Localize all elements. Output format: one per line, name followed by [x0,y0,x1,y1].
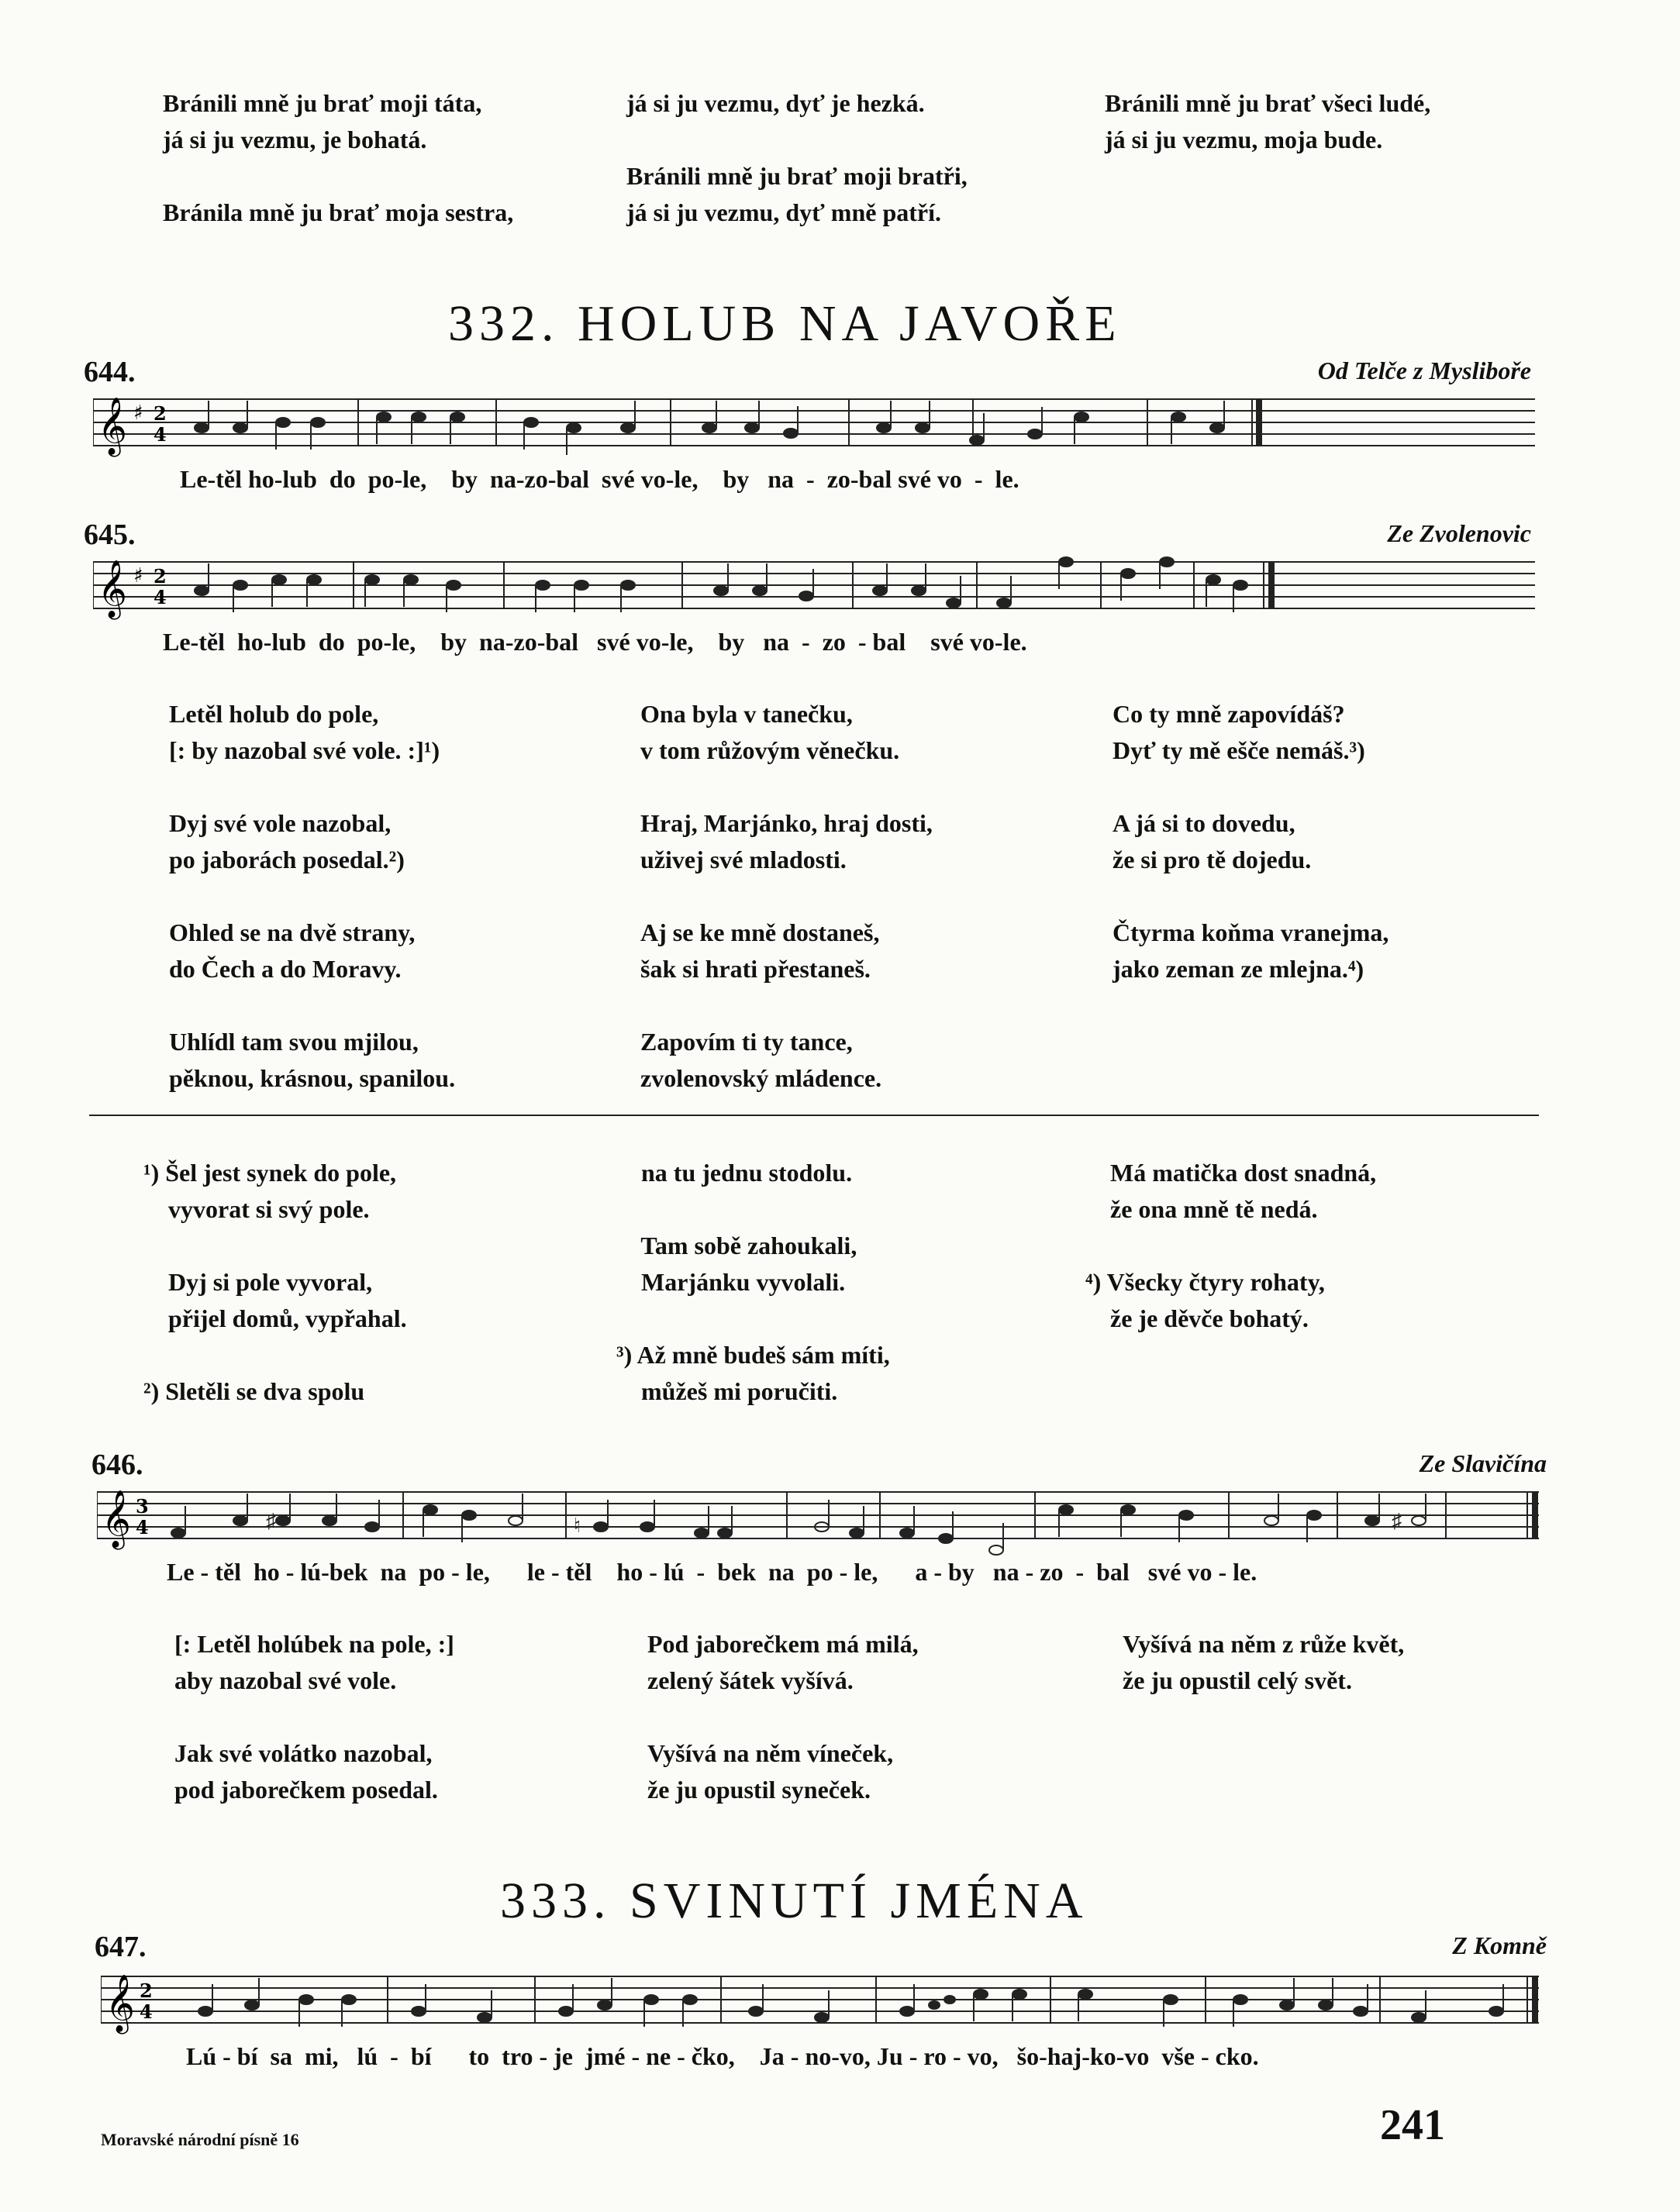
music-staff-646 [97,1476,1539,1562]
footnote-divider [89,1115,1539,1116]
music-staff-644 [93,384,1535,469]
footer-source: Moravské národní písně 16 [101,2130,299,2149]
svg-text:♯: ♯ [133,564,143,587]
svg-text:𝄞: 𝄞 [98,560,127,618]
music-staff-645 [93,546,1535,632]
top-verse-col3: Bránili mně ju brať všeci ludé, já si ju vezmu, moja bude. [1105,89,1431,153]
svg-text:4: 4 [136,1516,149,1538]
tune-645-lyrics: Le-těl ho-lub do po-le, by na-zo-bal své vo-le, by na - zo - bal své vo-le. [163,628,1027,656]
svg-text:2: 2 [154,565,167,587]
tune-645-origin: Ze Zvolenovic [1387,519,1531,547]
tune-647-origin: Z Komně [1452,1931,1547,1959]
music-staff-647 [101,1961,1539,2046]
tune-647-number: 647. [95,1931,147,1963]
tune-645-number: 645. [84,519,136,551]
tune-646-verses-col3: Vyšívá na něm z růže květ, že ju opustil celý svět. [1123,1630,1405,1694]
tune-646-lyrics: Le - těl ho - lú-bek na po - le, le - těl ho - lú - bek na po - le, a - by na - zo - bal své vo - le. [167,1558,1257,1586]
svg-text:♯: ♯ [1392,1510,1402,1532]
tune-644-lyrics: Le-těl ho-lub do po-le, by na-zo-bal své vo-le, by na - zo-bal své vo - le. [180,465,1019,493]
song-333-title: 333. SVINUTÍ JMÉNA [500,1873,1088,1929]
tune-647-lyrics: Lú - bí sa mi, lú - bí to tro - je jmé - ne - čko, Ja - no-vo, Ju - ro - vo, šo-haj-ko-vo vše - cko. [186,2042,1259,2070]
svg-text:4: 4 [154,586,167,608]
tune-644-origin: Od Telče z Myslibořе [1317,357,1531,384]
tune-646-verses-col2: Pod jaborečkem má milá, zelený šátek vyšívá. Vyšívá na něm vínеček, že ju opustil syneček. [647,1630,919,1804]
svg-text:4: 4 [154,423,167,446]
svg-text:2: 2 [154,402,167,425]
svg-text:4: 4 [140,2000,153,2023]
svg-text:𝄞: 𝄞 [105,1975,135,2032]
footnotes-col2: na tu jednu stodolu. Tam sobě zahoukali, Marjánku vyvolali. ³) Až mně budeš sám míti, můžeš mi poručiti. [616,1159,890,1405]
svg-text:𝄞: 𝄞 [98,398,127,455]
svg-text:♯: ♯ [266,1510,276,1532]
song-332-verses-col1: Letěl holub do pole, [: by nazobal své vole. :]¹) Dyj své vole nazobal, po jaborách posedal.²) Ohled se na dvě strany, do Čech a do Moravy. Uhlídl tam svou mjilou, pěknou, krásnou, spanilou. [169,700,456,1092]
svg-text:♯: ♯ [133,401,143,425]
svg-text:3: 3 [136,1495,149,1518]
footnotes-col1: ¹) Šel jest synek do pole, vyvorat si svý pole. Dyj si pole vyvoral, přijel domů, vypřahal. ²) Sletěli se dva spolu [143,1159,407,1405]
song-332-verses-col3: Co ty mně zapovídáš? Dyť ty mě ešče nemáš.³) A já si to dovedu, že si pro tě dojedu. Čtyrma koňma vranejma, jako zeman ze mlejna.⁴) [1113,700,1389,983]
tune-644-number: 644. [84,356,136,388]
song-332-title: 332. HOLUB NA JAVOŘE [448,295,1122,352]
top-verse-col2: já si ju vezmu, dyť je hezká. Bránili mně ju brať moji bratři, já si ju vezmu, dyť mně patří. [626,89,968,226]
tune-646-number: 646. [91,1449,143,1481]
page-number: 241 [1380,2101,1445,2149]
svg-text:♮: ♮ [574,1514,581,1537]
footnotes-col3: Má matička dost snadná, že ona mně tě nedá. ⁴) Všecky čtyry rohaty, že je děvče bohatý. [1085,1159,1377,1332]
svg-text:2: 2 [140,1979,153,2002]
tune-646-origin: Ze Slavičína [1419,1449,1547,1477]
svg-text:𝄞: 𝄞 [102,1490,131,1548]
top-verse-col1: Bránili mně ju brať moji táta, já si ju vezmu, je bohatá. Bránila mně ju brať moja sestra, [163,89,514,226]
song-332-verses-col2: Ona byla v tanečku, v tom růžovým věnečku. Hraj, Marjánko, hraj dosti, uživej své mladosti. Aj se ke mně dostaneš, šak si hrati přestaneš. Zapovím ti ty tance, zvolenovský mládence. [640,700,933,1092]
tune-646-verses-col1: [: Letěl holúbek na pole, :] aby nazobal své vole. Jak své volátko nazobal, pod jaborečkem posedal. [174,1630,454,1804]
